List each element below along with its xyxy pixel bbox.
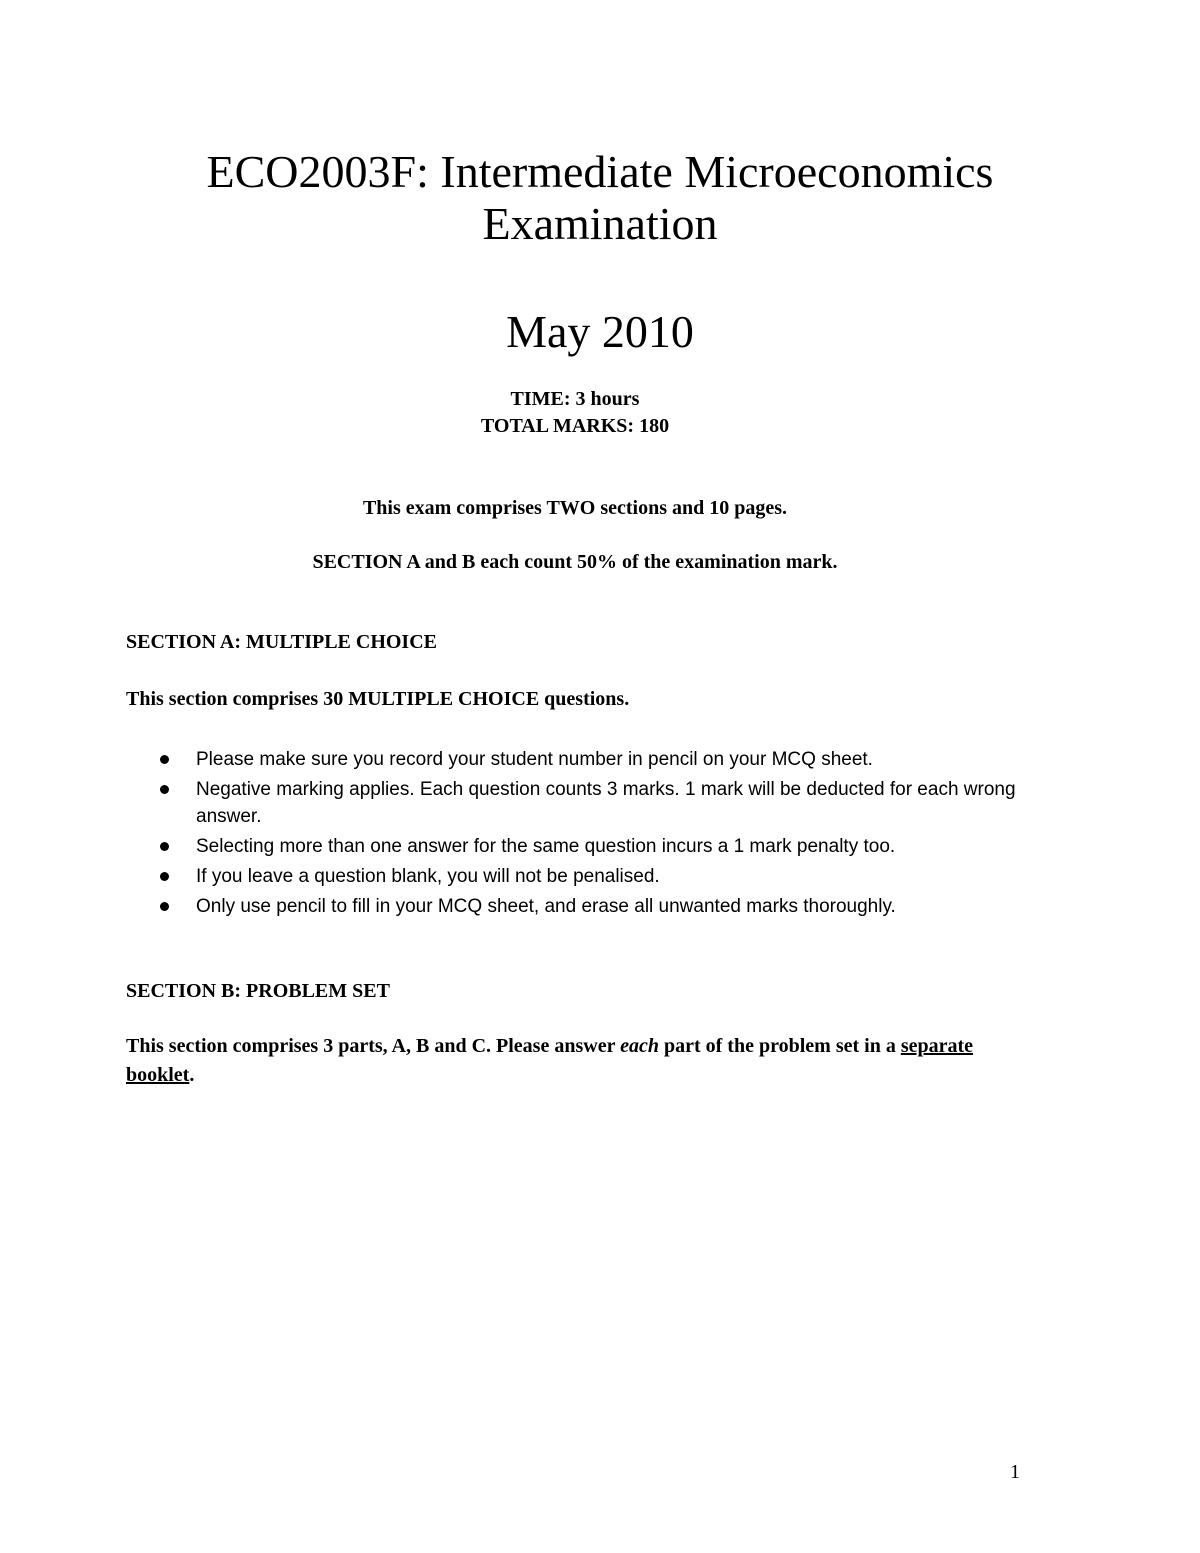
bullet-icon bbox=[160, 842, 169, 851]
section-a-heading: SECTION A: MULTIPLE CHOICE bbox=[126, 631, 437, 653]
instruction-text: Only use pencil to fill in your MCQ sheet, and erase all unwanted marks thoroughly. bbox=[196, 896, 896, 917]
exam-title-line1: ECO2003F: Intermediate Microeconomics bbox=[206, 146, 994, 197]
page-number: 1 bbox=[1010, 1461, 1020, 1483]
list-item bbox=[126, 863, 1036, 890]
list-item bbox=[126, 776, 1036, 830]
instruction-text: Selecting more than one answer for the same question incurs a 1 mark penalty too. bbox=[196, 836, 896, 857]
list-item bbox=[126, 893, 1036, 920]
instruction-part2: part of the problem set in a bbox=[658, 1035, 901, 1057]
instruction-end: . bbox=[189, 1064, 195, 1086]
list-item bbox=[126, 746, 1036, 773]
bullet-icon bbox=[160, 902, 169, 911]
section-a-intro: This section comprises 30 MULTIPLE CHOICE questions. bbox=[126, 688, 630, 710]
instruction-text: If you leave a question blank, you will not be penalised. bbox=[196, 866, 660, 887]
exam-comprises-note: This exam comprises TWO sections and 10 pages. bbox=[362, 497, 788, 519]
instruction-text: Please make sure you record your student number in pencil on your MCQ sheet. bbox=[196, 749, 873, 770]
bullet-icon bbox=[160, 872, 169, 881]
instruction-text: Negative marking applies. Each question counts 3 marks. 1 mark will be deducted for each wrong answer. bbox=[196, 779, 1016, 827]
instruction-part1: This section comprises 3 parts, A, B and C. Please answer bbox=[126, 1035, 621, 1057]
instruction-underlined: separate booklet bbox=[126, 1035, 974, 1086]
exam-time: TIME: 3 hours bbox=[510, 388, 640, 410]
section-weighting-note: SECTION A and B each count 50% of the examination mark. bbox=[312, 551, 838, 573]
section-b-instruction bbox=[126, 1032, 1046, 1090]
list-item bbox=[126, 833, 1036, 860]
total-marks: TOTAL MARKS: 180 bbox=[480, 415, 670, 437]
exam-date: May 2010 bbox=[506, 306, 694, 357]
bullet-icon bbox=[160, 755, 169, 764]
section-b-heading: SECTION B: PROBLEM SET bbox=[126, 980, 390, 1002]
bullet-icon bbox=[160, 785, 169, 794]
section-a-instructions-list bbox=[126, 746, 1036, 923]
instruction-emphasis: each bbox=[620, 1035, 659, 1057]
exam-title-line2: Examination bbox=[482, 198, 718, 249]
